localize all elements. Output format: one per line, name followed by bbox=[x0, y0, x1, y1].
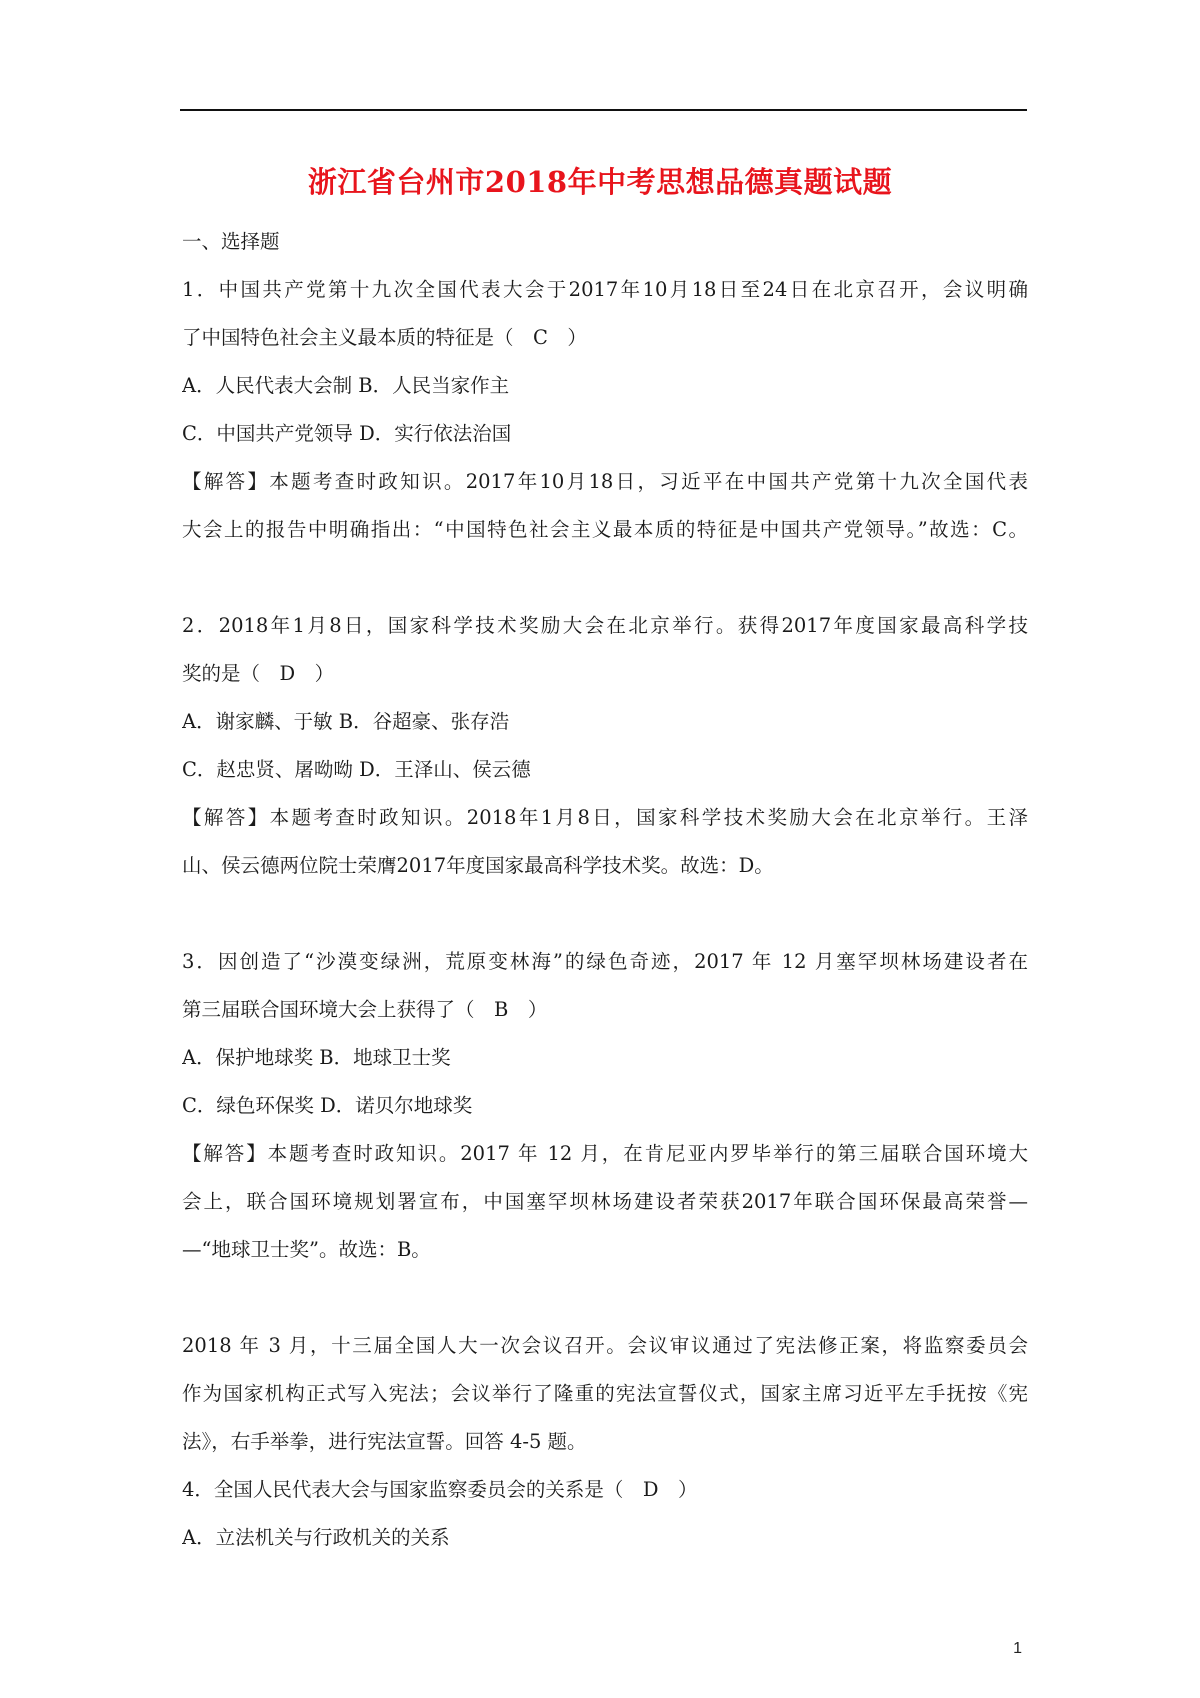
q1-options-ab: A．人民代表大会制 B．人民当家作主 bbox=[182, 374, 510, 397]
q2-stem-line-1: 2．2018年1月8日，国家科学技术奖励大会在北京举行。获得2017年度国家最高科学技 bbox=[182, 614, 1028, 637]
spacer bbox=[182, 1274, 1028, 1322]
q2-analysis-line-1: 【解答】本题考查时政知识。2018年1月8日，国家科学技术奖励大会在北京举行。王泽 bbox=[182, 806, 1028, 829]
q3-stem-line-1: 3．因创造了“沙漠变绿洲，荒原变林海”的绿色奇迹，2017 年 12 月塞罕坝林场建设者在 bbox=[182, 950, 1028, 973]
q2-options-ab: A．谢家麟、于敏 B．谷超豪、张存浩 bbox=[182, 710, 510, 733]
q3-analysis-line-2: 会上，联合国环境规划署宣布，中国塞罕坝林场建设者荣获2017年联合国环保最高荣誉— bbox=[182, 1190, 1028, 1213]
q1-stem-line-1: 1．中国共产党第十九次全国代表大会于2017年10月18日至24日在北京召开，会议明确 bbox=[182, 278, 1028, 301]
q4-stem: 4．全国人民代表大会与国家监察委员会的关系是（ D ） bbox=[182, 1478, 698, 1501]
page-number: 1 bbox=[1013, 1640, 1022, 1657]
q3-analysis-line-1: 【解答】本题考查时政知识。2017 年 12 月，在肯尼亚内罗毕举行的第三届联合国环境大 bbox=[182, 1142, 1028, 1165]
q1-options-cd: C．中国共产党领导 D．实行依法治国 bbox=[182, 422, 512, 445]
material-line-1: 2018 年 3 月，十三届全国人大一次会议召开。会议审议通过了宪法修正案，将监察委员会 bbox=[182, 1334, 1028, 1357]
spacer bbox=[182, 554, 1028, 602]
q2-options-cd: C．赵忠贤、屠呦呦 D．王泽山、侯云德 bbox=[182, 758, 531, 781]
q3-options-ab: A．保护地球奖 B．地球卫士奖 bbox=[182, 1046, 451, 1069]
q3-stem-line-2: 第三届联合国环境大会上获得了（ B ） bbox=[182, 998, 548, 1021]
document-title: 浙江省台州市2018年中考思想品德真题试题 bbox=[307, 165, 893, 199]
spacer bbox=[182, 890, 1028, 938]
q1-analysis-line-1: 【解答】本题考查时政知识。2017年10月18日，习近平在中国共产党第十九次全国代表 bbox=[182, 470, 1028, 493]
material-line-2: 作为国家机构正式写入宪法；会议举行了隆重的宪法宣誓仪式，国家主席习近平左手抚按《宪 bbox=[182, 1382, 1028, 1405]
q1-analysis-line-2: 大会上的报告中明确指出：“中国特色社会主义最本质的特征是中国共产党领导。”故选：C。 bbox=[182, 518, 1028, 541]
section-heading: 一、选择题 bbox=[182, 230, 280, 253]
header-rule bbox=[180, 109, 1027, 111]
document-body bbox=[182, 218, 1028, 1562]
q2-stem-line-2: 奖的是（ D ） bbox=[182, 662, 335, 685]
material-line-3: 法》，右手举拳，进行宪法宣誓。回答 4-5 题。 bbox=[182, 1430, 587, 1453]
q2-analysis-line-2: 山、侯云德两位院士荣膺2017年度国家最高科学技术奖。故选：D。 bbox=[182, 854, 774, 877]
q3-analysis-line-3: —“地球卫士奖”。故选：B。 bbox=[182, 1238, 431, 1261]
q4-option-a: A．立法机关与行政机关的关系 bbox=[182, 1526, 450, 1549]
q1-stem-line-2: 了中国特色社会主义最本质的特征是（ C ） bbox=[182, 326, 587, 349]
q3-options-cd: C．绿色环保奖 D．诺贝尔地球奖 bbox=[182, 1094, 473, 1117]
